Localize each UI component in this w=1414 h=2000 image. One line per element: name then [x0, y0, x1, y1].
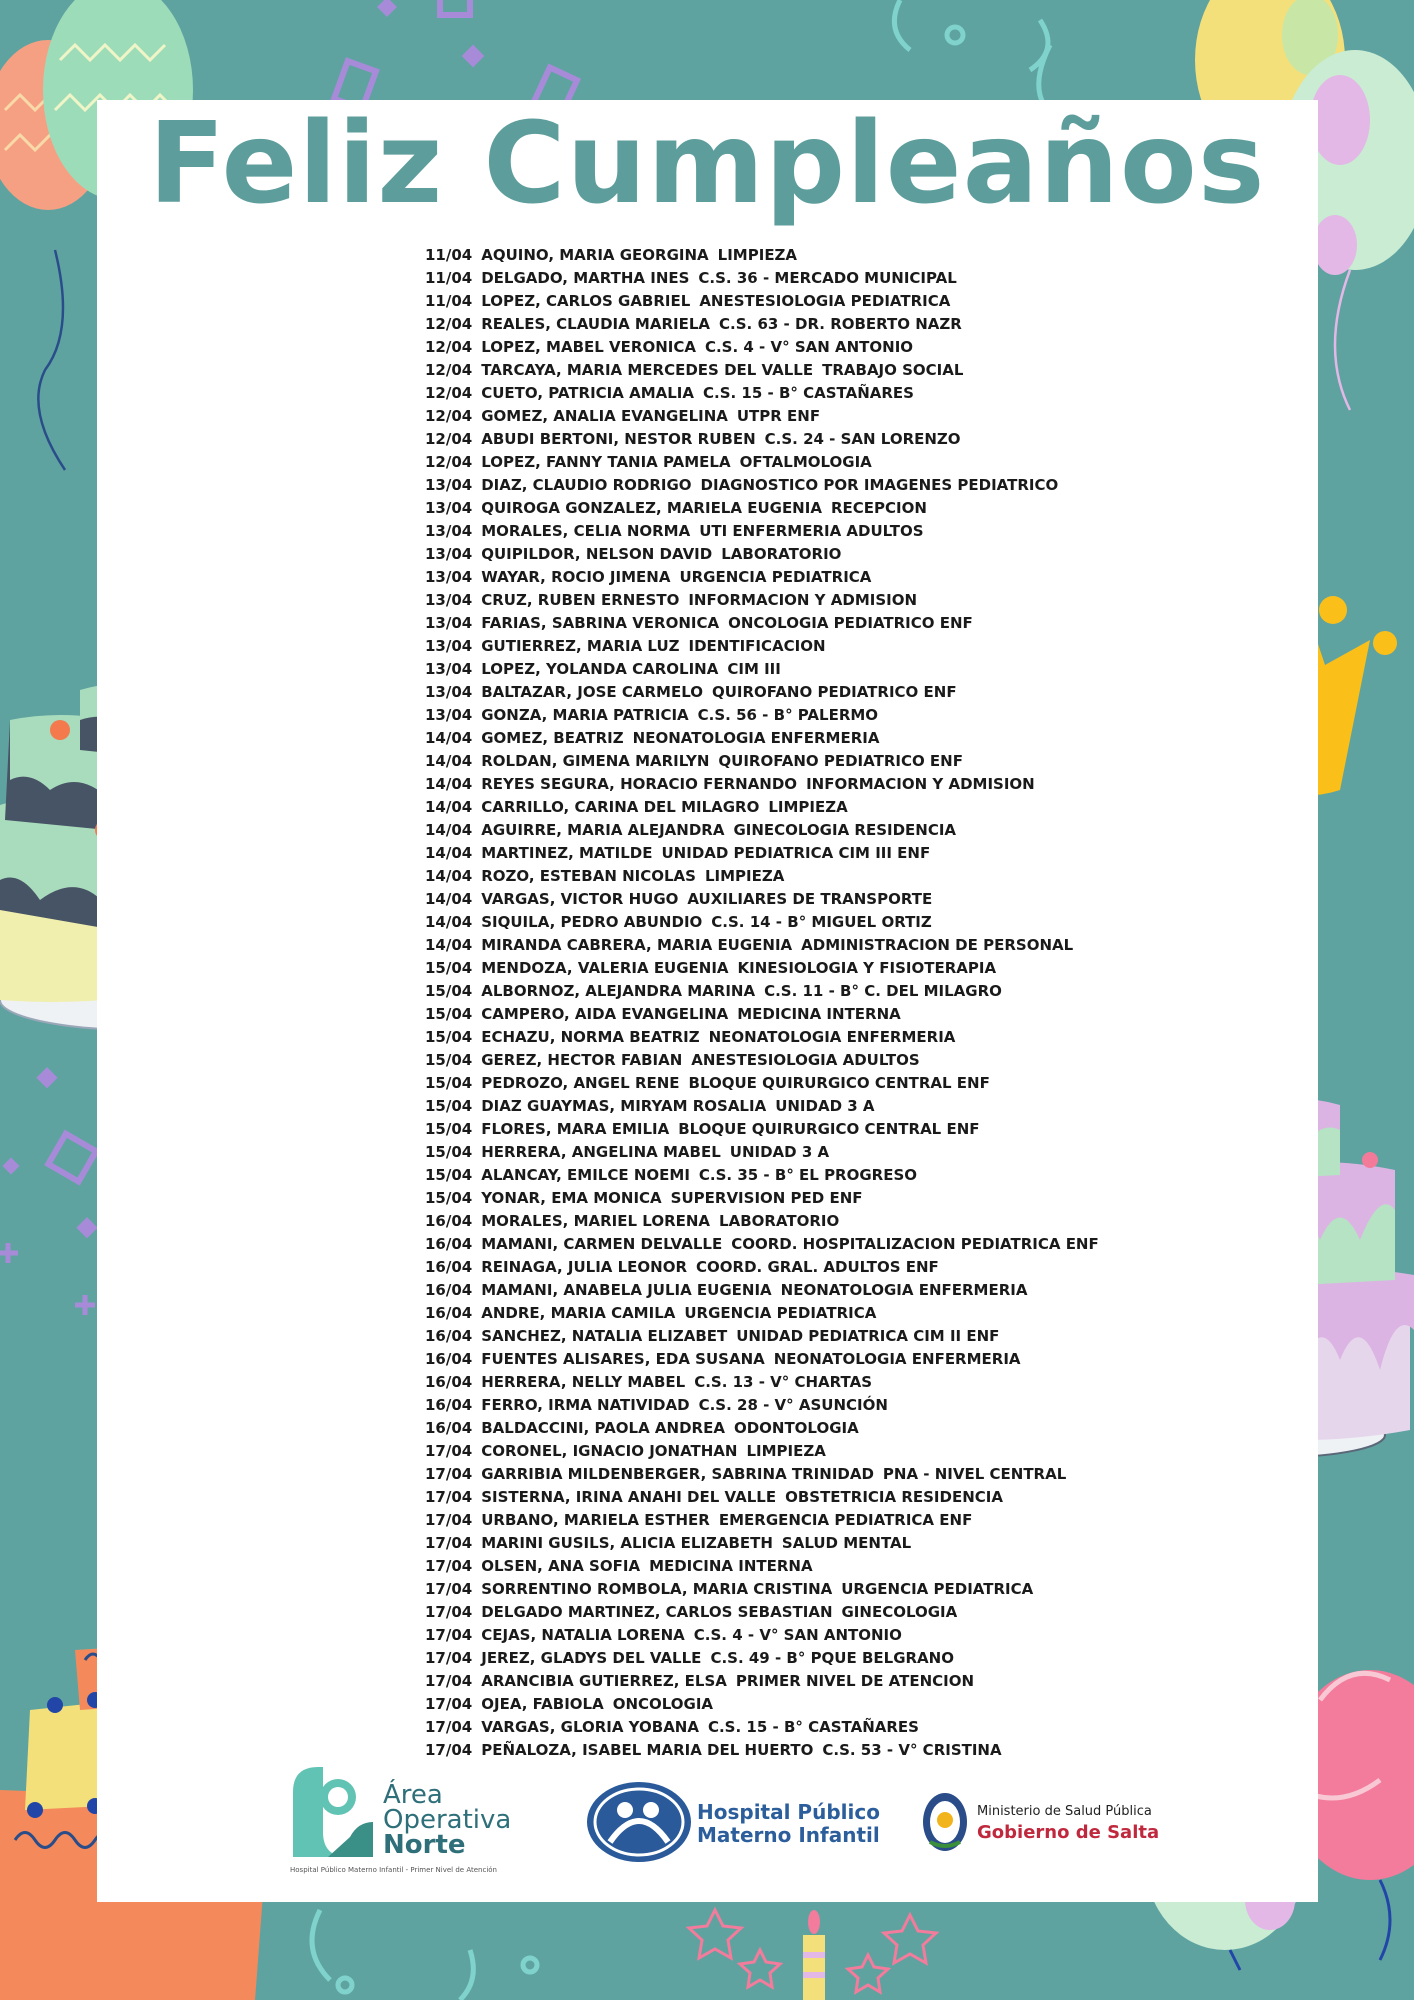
list-item: [425, 1049, 1099, 1072]
entry-department: ONCOLOGIA PEDIATRICO ENF: [728, 614, 973, 632]
entry-date: 14/04: [425, 752, 473, 770]
entry-name: MARINI GUSILS, ALICIA ELIZABETH: [481, 1534, 773, 1552]
entry-name: CORONEL, IGNACIO JONATHAN: [481, 1442, 738, 1460]
entry-department: LIMPIEZA: [704, 867, 785, 885]
list-item: [425, 1210, 1099, 1233]
entry-name: OJEA, FABIOLA: [481, 1695, 604, 1713]
entry-name: OLSEN, ANA SOFIA: [481, 1557, 641, 1575]
entry-name: WAYAR, ROCIO JIMENA: [481, 568, 671, 586]
entry-department: LABORATORIO: [721, 545, 842, 563]
entry-department: LIMPIEZA: [746, 1442, 826, 1460]
entry-date: 13/04: [425, 614, 473, 632]
entry-name: SIQUILA, PEDRO ABUNDIO: [481, 913, 703, 931]
area-operativa-name: [383, 1780, 512, 1860]
entry-date: 17/04: [425, 1442, 473, 1460]
entry-name: DIAZ, CLAUDIO RODRIGO: [481, 476, 692, 494]
list-item: [425, 865, 1099, 888]
entry-department: DIAGNOSTICO POR IMAGENES PEDIATRICO: [700, 476, 1059, 494]
entry-department: UTPR ENF: [736, 407, 821, 425]
list-item: [425, 1302, 1099, 1325]
entry-date: 16/04: [425, 1212, 473, 1230]
entry-name: ECHAZU, NORMA BEATRIZ: [481, 1028, 700, 1046]
list-item: [425, 934, 1099, 957]
entry-name: FUENTES ALISARES, EDA SUSANA: [481, 1350, 765, 1368]
area-operativa-line2: Operativa: [383, 1805, 512, 1835]
entry-date: 11/04: [425, 269, 473, 287]
entry-date: 17/04: [425, 1695, 473, 1713]
entry-name: ALBORNOZ, ALEJANDRA MARINA: [481, 982, 756, 1000]
list-item: [425, 1739, 1099, 1762]
entry-department: C.S. 4 - V° SAN ANTONIO: [693, 1626, 902, 1644]
entry-department: INFORMACION Y ADMISION: [688, 591, 918, 609]
entry-date: 14/04: [425, 798, 473, 816]
entry-date: 13/04: [425, 522, 473, 540]
entry-department: INFORMACION Y ADMISION: [806, 775, 1035, 793]
entry-date: 17/04: [425, 1603, 473, 1621]
list-item: [425, 681, 1099, 704]
entry-date: 13/04: [425, 706, 473, 724]
entry-date: 15/04: [425, 959, 473, 977]
list-item: [425, 1486, 1099, 1509]
entry-department: ANESTESIOLOGIA ADULTOS: [691, 1051, 920, 1069]
list-item: [425, 589, 1099, 612]
list-item: [425, 566, 1099, 589]
entry-date: 16/04: [425, 1350, 473, 1368]
entry-name: DIAZ GUAYMAS, MIRYAM ROSALIA: [481, 1097, 767, 1115]
hospital-line2: Materno Infantil: [697, 1823, 880, 1847]
entry-department: MEDICINA INTERNA: [649, 1557, 813, 1575]
entry-date: 17/04: [425, 1511, 473, 1529]
entry-name: AQUINO, MARIA GEORGINA: [481, 246, 709, 264]
entry-department: C.S. 15 - B° CASTAÑARES: [707, 1718, 919, 1736]
entry-date: 15/04: [425, 1189, 473, 1207]
hospital-line1: Hospital Público: [697, 1800, 880, 1824]
entry-department: OFTALMOLOGIA: [739, 453, 872, 471]
entry-name: LOPEZ, CARLOS GABRIEL: [481, 292, 691, 310]
entry-name: DELGADO, MARTHA INES: [481, 269, 690, 287]
entry-date: 11/04: [425, 246, 473, 264]
list-item: [425, 1072, 1099, 1095]
entry-date: 16/04: [425, 1258, 473, 1276]
entry-date: 13/04: [425, 683, 473, 701]
list-item: [425, 1555, 1099, 1578]
entry-name: ABUDI BERTONI, NESTOR RUBEN: [481, 430, 756, 448]
list-item: [425, 1348, 1099, 1371]
hospital-logo-icon: [585, 1780, 693, 1865]
list-item: [425, 704, 1099, 727]
list-item: [425, 290, 1099, 313]
entry-name: CRUZ, RUBEN ERNESTO: [481, 591, 680, 609]
list-item: [425, 658, 1099, 681]
entry-department: NEONATOLOGIA ENFERMERIA: [708, 1028, 956, 1046]
entry-date: 17/04: [425, 1557, 473, 1575]
hospital-name: [697, 1801, 880, 1847]
entry-name: ARANCIBIA GUTIERREZ, ELSA: [481, 1672, 727, 1690]
list-item: [425, 1233, 1099, 1256]
list-item: [425, 244, 1099, 267]
list-item: [425, 957, 1099, 980]
entry-name: GARRIBIA MILDENBERGER, SABRINA TRINIDAD: [481, 1465, 874, 1483]
entry-department: GINECOLOGIA: [841, 1603, 958, 1621]
list-item: [425, 1532, 1099, 1555]
entry-department: C.S. 13 - V° CHARTAS: [694, 1373, 873, 1391]
entry-name: TARCAYA, MARIA MERCEDES DEL VALLE: [481, 361, 814, 379]
entry-date: 14/04: [425, 867, 473, 885]
entry-date: 14/04: [425, 821, 473, 839]
list-item: [425, 1026, 1099, 1049]
entry-date: 12/04: [425, 430, 473, 448]
entry-date: 17/04: [425, 1534, 473, 1552]
entry-name: QUIROGA GONZALEZ, MARIELA EUGENIA: [481, 499, 822, 517]
list-item: [425, 1187, 1099, 1210]
list-item: [425, 612, 1099, 635]
list-item: [425, 1279, 1099, 1302]
entry-department: SUPERVISION PED ENF: [670, 1189, 863, 1207]
entry-name: ANDRE, MARIA CAMILA: [481, 1304, 676, 1322]
entry-date: 15/04: [425, 1120, 473, 1138]
entry-date: 16/04: [425, 1396, 473, 1414]
entry-date: 14/04: [425, 729, 473, 747]
entry-date: 16/04: [425, 1235, 473, 1253]
entry-department: NEONATOLOGIA ENFERMERIA: [773, 1350, 1021, 1368]
entry-date: 14/04: [425, 775, 473, 793]
list-item: [425, 474, 1099, 497]
entry-name: MIRANDA CABRERA, MARIA EUGENIA: [481, 936, 793, 954]
entry-department: UNIDAD PEDIATRICA CIM II ENF: [736, 1327, 1000, 1345]
list-item: [425, 405, 1099, 428]
entry-name: GONZA, MARIA PATRICIA: [481, 706, 689, 724]
entry-department: C.S. 53 - V° CRISTINA: [822, 1741, 1002, 1759]
entry-date: 16/04: [425, 1327, 473, 1345]
entry-name: REINAGA, JULIA LEONOR: [481, 1258, 688, 1276]
entry-name: SANCHEZ, NATALIA ELIZABET: [481, 1327, 728, 1345]
entry-name: GOMEZ, ANALIA EVANGELINA: [481, 407, 728, 425]
entry-department: PRIMER NIVEL DE ATENCION: [735, 1672, 975, 1690]
entry-name: CUETO, PATRICIA AMALIA: [481, 384, 694, 402]
entry-date: 16/04: [425, 1419, 473, 1437]
list-item: [425, 1647, 1099, 1670]
entry-department: C.S. 28 - V° ASUNCIÓN: [698, 1396, 888, 1414]
list-item: [425, 497, 1099, 520]
entry-date: 15/04: [425, 1097, 473, 1115]
entry-date: 13/04: [425, 591, 473, 609]
entry-date: 12/04: [425, 384, 473, 402]
entry-date: 13/04: [425, 476, 473, 494]
list-item: [425, 1164, 1099, 1187]
entry-department: URGENCIA PEDIATRICA: [841, 1580, 1034, 1598]
entry-name: LOPEZ, YOLANDA CAROLINA: [481, 660, 719, 678]
list-item: [425, 520, 1099, 543]
list-item: [425, 1371, 1099, 1394]
page-title: Feliz Cumpleaños: [148, 99, 1266, 229]
list-item: [425, 1578, 1099, 1601]
entry-name: HERRERA, ANGELINA MABEL: [481, 1143, 721, 1161]
entry-name: CAMPERO, AIDA EVANGELINA: [481, 1005, 729, 1023]
ministerio-name: Ministerio de Salud Pública: [977, 1804, 1152, 1819]
list-item: [425, 1440, 1099, 1463]
list-item: [425, 1509, 1099, 1532]
entry-date: 13/04: [425, 568, 473, 586]
entry-date: 14/04: [425, 936, 473, 954]
entry-date: 12/04: [425, 407, 473, 425]
entry-name: MORALES, MARIEL LORENA: [481, 1212, 711, 1230]
entry-date: 17/04: [425, 1649, 473, 1667]
entry-name: ROLDAN, GIMENA MARILYN: [481, 752, 710, 770]
list-item: [425, 727, 1099, 750]
entry-department: UTI ENFERMERIA ADULTOS: [699, 522, 924, 540]
entry-date: 15/04: [425, 1074, 473, 1092]
entry-department: SALUD MENTAL: [781, 1534, 912, 1552]
entry-department: ANESTESIOLOGIA PEDIATRICA: [699, 292, 951, 310]
entry-department: LIMPIEZA: [768, 798, 848, 816]
list-item: [425, 1095, 1099, 1118]
list-item: [425, 1325, 1099, 1348]
entry-department: CIM III: [727, 660, 781, 678]
entry-name: VARGAS, GLORIA YOBANA: [481, 1718, 699, 1736]
entry-department: BLOQUE QUIRURGICO CENTRAL ENF: [688, 1074, 990, 1092]
entry-date: 12/04: [425, 361, 473, 379]
entry-name: BALTAZAR, JOSE CARMELO: [481, 683, 703, 701]
list-item: [425, 750, 1099, 773]
entry-date: 15/04: [425, 1143, 473, 1161]
entry-name: MAMANI, CARMEN DELVALLE: [481, 1235, 723, 1253]
entry-date: 14/04: [425, 913, 473, 931]
list-item: [425, 796, 1099, 819]
list-item: [425, 1693, 1099, 1716]
entry-department: C.S. 63 - DR. ROBERTO NAZR: [719, 315, 962, 333]
entry-department: COORD. HOSPITALIZACION PEDIATRICA ENF: [731, 1235, 1099, 1253]
entry-date: 17/04: [425, 1718, 473, 1736]
entry-date: 16/04: [425, 1304, 473, 1322]
entry-department: C.S. 14 - B° MIGUEL ORTIZ: [711, 913, 932, 931]
entry-date: 15/04: [425, 1051, 473, 1069]
entry-name: ALANCAY, EMILCE NOEMI: [481, 1166, 690, 1184]
entry-date: 17/04: [425, 1672, 473, 1690]
entry-department: URGENCIA PEDIATRICA: [684, 1304, 877, 1322]
list-item: [425, 980, 1099, 1003]
list-item: [425, 888, 1099, 911]
entry-department: C.S. 11 - B° C. DEL MILAGRO: [764, 982, 1002, 1000]
list-item: [425, 1003, 1099, 1026]
entry-name: PEDROZO, ANGEL RENE: [481, 1074, 680, 1092]
entry-date: 16/04: [425, 1281, 473, 1299]
area-operativa-line3: Norte: [383, 1830, 466, 1860]
entry-date: 15/04: [425, 1166, 473, 1184]
list-item: [425, 1118, 1099, 1141]
entry-department: UNIDAD PEDIATRICA CIM III ENF: [661, 844, 931, 862]
entry-date: 12/04: [425, 338, 473, 356]
entry-name: ROZO, ESTEBAN NICOLAS: [481, 867, 696, 885]
entry-department: C.S. 15 - B° CASTAÑARES: [702, 384, 914, 402]
list-item: [425, 1141, 1099, 1164]
list-item: [425, 819, 1099, 842]
entry-name: MAMANI, ANABELA JULIA EUGENIA: [481, 1281, 772, 1299]
entry-department: C.S. 24 - SAN LORENZO: [764, 430, 961, 448]
entry-date: 12/04: [425, 453, 473, 471]
gobierno-name: Gobierno de Salta: [977, 1822, 1160, 1843]
list-item: [425, 336, 1099, 359]
list-item: [425, 773, 1099, 796]
list-item: [425, 1624, 1099, 1647]
entry-name: QUIPILDOR, NELSON DAVID: [481, 545, 713, 563]
entry-name: FLORES, MARA EMILIA: [481, 1120, 670, 1138]
entry-date: 17/04: [425, 1580, 473, 1598]
entry-department: QUIROFANO PEDIATRICO ENF: [711, 683, 957, 701]
entry-date: 15/04: [425, 982, 473, 1000]
entry-name: URBANO, MARIELA ESTHER: [481, 1511, 710, 1529]
entry-department: ONCOLOGIA: [612, 1695, 714, 1713]
entry-department: ODONTOLOGIA: [733, 1419, 859, 1437]
entry-name: GEREZ, HECTOR FABIAN: [481, 1051, 683, 1069]
entry-department: NEONATOLOGIA ENFERMERIA: [632, 729, 880, 747]
entry-department: BLOQUE QUIRURGICO CENTRAL ENF: [678, 1120, 980, 1138]
entry-department: C.S. 4 - V° SAN ANTONIO: [704, 338, 914, 356]
list-item: [425, 1601, 1099, 1624]
entry-department: C.S. 36 - MERCADO MUNICIPAL: [698, 269, 957, 287]
entry-name: MORALES, CELIA NORMA: [481, 522, 691, 540]
entry-date: 17/04: [425, 1741, 473, 1759]
entry-date: 13/04: [425, 660, 473, 678]
salta-shield-icon: [920, 1790, 970, 1854]
entry-date: 15/04: [425, 1028, 473, 1046]
entry-department: COORD. GRAL. ADULTOS ENF: [696, 1258, 939, 1276]
entry-name: VARGAS, VICTOR HUGO: [481, 890, 679, 908]
entry-name: GOMEZ, BEATRIZ: [481, 729, 624, 747]
entry-name: AGUIRRE, MARIA ALEJANDRA: [481, 821, 725, 839]
entry-date: 14/04: [425, 844, 473, 862]
list-item: [425, 428, 1099, 451]
entry-name: FERRO, IRMA NATIVIDAD: [481, 1396, 690, 1414]
entry-department: C.S. 56 - B° PALERMO: [697, 706, 879, 724]
entry-department: ADMINISTRACION DE PERSONAL: [801, 936, 1074, 954]
entry-date: 14/04: [425, 890, 473, 908]
list-item: [425, 1463, 1099, 1486]
entry-date: 17/04: [425, 1626, 473, 1644]
birthday-list: [425, 244, 1099, 1762]
list-item: [425, 1256, 1099, 1279]
entry-name: DELGADO MARTINEZ, CARLOS SEBASTIAN: [481, 1603, 833, 1621]
entry-department: OBSTETRICIA RESIDENCIA: [785, 1488, 1003, 1506]
entry-name: SISTERNA, IRINA ANAHI DEL VALLE: [481, 1488, 777, 1506]
entry-name: BALDACCINI, PAOLA ANDREA: [481, 1419, 725, 1437]
entry-date: 11/04: [425, 292, 473, 310]
entry-department: QUIROFANO PEDIATRICO ENF: [718, 752, 963, 770]
area-operativa-line1: Área: [383, 1780, 443, 1810]
entry-name: SORRENTINO ROMBOLA, MARIA CRISTINA: [481, 1580, 833, 1598]
entry-date: 17/04: [425, 1488, 473, 1506]
entry-name: GUTIERREZ, MARIA LUZ: [481, 637, 680, 655]
entry-department: AUXILIARES DE TRANSPORTE: [687, 890, 933, 908]
entry-department: C.S. 49 - B° PQUE BELGRANO: [710, 1649, 954, 1667]
list-item: [425, 1417, 1099, 1440]
entry-name: YONAR, EMA MONICA: [481, 1189, 662, 1207]
list-item: [425, 1394, 1099, 1417]
entry-name: MENDOZA, VALERIA EUGENIA: [481, 959, 729, 977]
entry-department: LIMPIEZA: [717, 246, 798, 264]
entry-date: 12/04: [425, 315, 473, 333]
entry-date: 13/04: [425, 545, 473, 563]
entry-name: CEJAS, NATALIA LORENA: [481, 1626, 685, 1644]
list-item: [425, 543, 1099, 566]
list-item: [425, 911, 1099, 934]
entry-date: 15/04: [425, 1005, 473, 1023]
area-operativa-subtitle: Hospital Público Materno Infantil - Primer Nivel de Atención: [290, 1866, 497, 1874]
entry-department: C.S. 35 - B° EL PROGRESO: [698, 1166, 918, 1184]
entry-date: 13/04: [425, 637, 473, 655]
entry-name: LOPEZ, FANNY TANIA PAMELA: [481, 453, 731, 471]
list-item: [425, 359, 1099, 382]
list-item: [425, 313, 1099, 336]
entry-name: REYES SEGURA, HORACIO FERNANDO: [481, 775, 798, 793]
entry-department: IDENTIFICACION: [688, 637, 826, 655]
list-item: [425, 1670, 1099, 1693]
entry-department: KINESIOLOGIA Y FISIOTERAPIA: [737, 959, 997, 977]
entry-department: TRABAJO SOCIAL: [822, 361, 964, 379]
entry-name: JEREZ, GLADYS DEL VALLE: [481, 1649, 702, 1667]
entry-date: 13/04: [425, 499, 473, 517]
entry-name: LOPEZ, MABEL VERONICA: [481, 338, 696, 356]
entry-name: PEÑALOZA, ISABEL MARIA DEL HUERTO: [481, 1741, 814, 1759]
entry-date: 16/04: [425, 1373, 473, 1391]
entry-name: FARIAS, SABRINA VERONICA: [481, 614, 720, 632]
entry-name: HERRERA, NELLY MABEL: [481, 1373, 686, 1391]
entry-department: UNIDAD 3 A: [775, 1097, 875, 1115]
entry-name: MARTINEZ, MATILDE: [481, 844, 653, 862]
entry-department: EMERGENCIA PEDIATRICA ENF: [718, 1511, 973, 1529]
list-item: [425, 451, 1099, 474]
entry-department: PNA - NIVEL CENTRAL: [882, 1465, 1067, 1483]
entry-name: REALES, CLAUDIA MARIELA: [481, 315, 711, 333]
entry-date: 17/04: [425, 1465, 473, 1483]
entry-name: CARRILLO, CARINA DEL MILAGRO: [481, 798, 760, 816]
entry-department: NEONATOLOGIA ENFERMERIA: [780, 1281, 1028, 1299]
list-item: [425, 842, 1099, 865]
entry-department: URGENCIA PEDIATRICA: [679, 568, 872, 586]
entry-department: LABORATORIO: [719, 1212, 840, 1230]
entry-department: UNIDAD 3 A: [729, 1143, 830, 1161]
list-item: [425, 382, 1099, 405]
entry-department: GINECOLOGIA RESIDENCIA: [733, 821, 957, 839]
entry-department: MEDICINA INTERNA: [737, 1005, 901, 1023]
list-item: [425, 267, 1099, 290]
list-item: [425, 1716, 1099, 1739]
area-operativa-logo-icon: [288, 1762, 378, 1862]
list-item: [425, 635, 1099, 658]
entry-department: RECEPCION: [830, 499, 927, 517]
